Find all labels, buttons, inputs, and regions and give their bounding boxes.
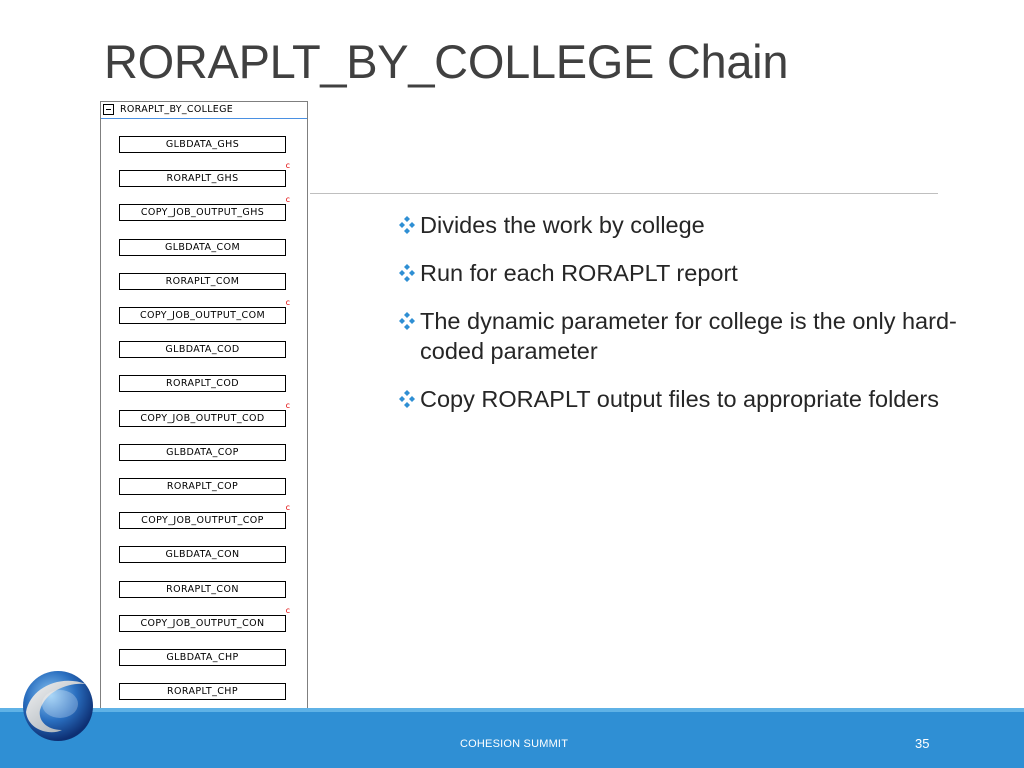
chain-job-label: COPY_JOB_OUTPUT_COP [141, 515, 264, 527]
bullet-item [396, 384, 1020, 414]
chain-job-label: RORAPLT_CON [166, 583, 239, 595]
bullet-item [396, 210, 1020, 240]
chain-job-label: GLBDATA_COP [166, 446, 239, 458]
chain-job-box[interactable] [119, 136, 286, 153]
page-number: 35 [915, 736, 930, 751]
bullet-text: Run for each RORAPLT report [420, 260, 738, 286]
bullet-text: Copy RORAPLT output files to appropriate folders [420, 386, 940, 412]
chain-job-box[interactable] [119, 161, 290, 187]
cohesion-globe-logo [16, 668, 100, 748]
chain-job-flag: c [285, 605, 290, 615]
collapse-icon[interactable] [103, 104, 114, 115]
chain-job-box[interactable] [119, 239, 286, 256]
chain-job-box[interactable] [119, 400, 290, 427]
chain-job-flag: c [285, 161, 290, 171]
chain-job-box[interactable] [119, 546, 286, 563]
diamond-bullet-icon [396, 216, 418, 234]
chain-job-box[interactable] [119, 683, 286, 700]
bullet-list [396, 210, 1020, 432]
chain-job-box[interactable] [119, 649, 286, 666]
diamond-bullet-icon [396, 264, 418, 282]
chain-job-box[interactable] [119, 478, 286, 495]
chain-job-flag: c [285, 400, 290, 410]
bullet-text: Divides the work by college [420, 212, 705, 238]
chain-job-box[interactable] [119, 341, 286, 358]
diamond-bullet-icon [396, 312, 418, 330]
chain-job-label: RORAPLT_COP [166, 481, 239, 492]
chain-job-box[interactable] [119, 195, 290, 221]
chain-job-box[interactable] [119, 444, 286, 461]
chain-job-label: GLBDATA_CHP [166, 652, 239, 663]
chain-panel [100, 101, 308, 756]
footer-text: COHESION SUMMIT [460, 738, 569, 750]
chain-panel-title: RORAPLT_BY_COLLEGE [120, 104, 234, 115]
chain-job-label: COPY_JOB_OUTPUT_GHS [140, 207, 265, 219]
chain-job-box[interactable] [119, 605, 290, 632]
chain-job-label: RORAPLT_GHS [166, 173, 239, 185]
bullet-item [396, 306, 1020, 366]
chain-job-label: RORAPLT_COD [166, 378, 239, 390]
diamond-bullet-icon [396, 390, 418, 408]
chain-job-label: GLBDATA_GHS [165, 139, 240, 150]
chain-job-box[interactable] [119, 503, 290, 529]
chain-job-label: COPY_JOB_OUTPUT_COM [139, 310, 266, 321]
chain-job-label: GLBDATA_COD [165, 344, 240, 356]
chain-job-label: GLBDATA_CON [165, 549, 240, 561]
chain-job-box[interactable] [119, 375, 286, 392]
chain-job-label: GLBDATA_COM [164, 241, 241, 253]
chain-job-label: RORAPLT_CHP [167, 686, 238, 698]
horizontal-divider [310, 193, 938, 194]
chain-job-flag: c [285, 195, 290, 205]
slide-title: RORAPLT_BY_COLLEGE Chain [104, 35, 789, 88]
bullet-text: The dynamic parameter for college is the only hard-coded parameter [420, 308, 957, 364]
chain-job-flag: c [285, 298, 290, 307]
chain-job-label: COPY_JOB_OUTPUT_COD [140, 412, 265, 424]
bullet-item [396, 258, 1020, 288]
chain-job-label: RORAPLT_COM [165, 275, 240, 287]
chain-job-box[interactable] [119, 273, 286, 290]
chain-job-label: COPY_JOB_OUTPUT_CON [140, 617, 265, 629]
chain-job-box[interactable] [119, 581, 286, 598]
chain-job-box[interactable] [119, 298, 290, 324]
chain-job-flag: c [285, 503, 290, 513]
chain-panel-header [101, 102, 307, 119]
